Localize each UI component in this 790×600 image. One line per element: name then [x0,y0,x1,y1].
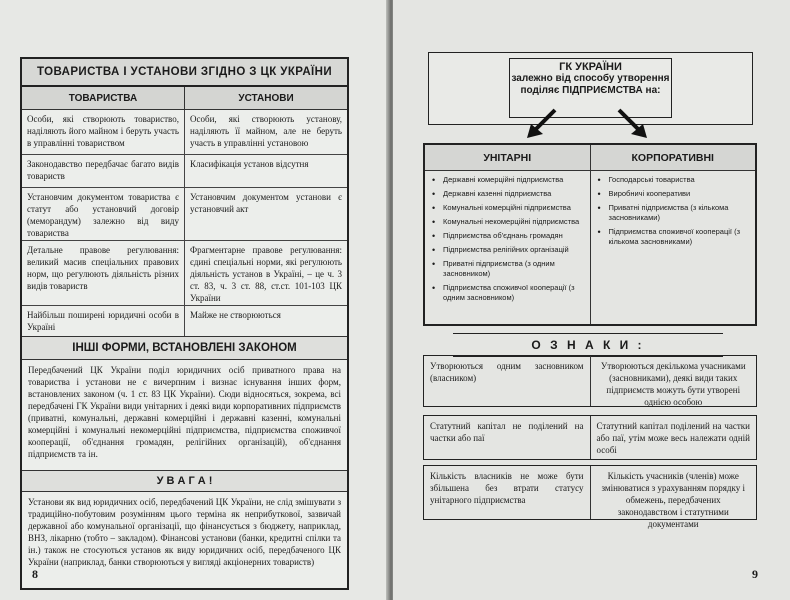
left-page [0,0,391,600]
table-header-row [22,87,347,110]
list-item: • Підприємства споживчої кооперації (з одним засновником) [443,283,586,303]
corporate-sign: Статутний капітал поділений на частки або паї, утім може весь належати одній особі [590,416,757,459]
list-item: • Підприємства об'єднань громадян [443,231,586,241]
cell-institutions: Установчим документом установи є установчий акт [184,188,347,240]
table-row [22,110,347,155]
corporate-sign: Утворюються декількома учасниками (засновниками), деякі види таких підприємств можуть бути утворені однією особою [590,356,757,406]
list-item: • Підприємства релігійних організацій [443,245,586,255]
list-item: • Комунальні комерційні підприємства [443,203,586,213]
arrow-down-right-icon [611,108,651,140]
list-item: • Приватні підприємства (з кількома засновниками) [609,203,752,223]
cell-institutions: Особи, які створюють установу, наділяють її майном, але не беруть участь в управлінні установою [184,110,347,154]
list-item: • Державні комерційні підприємства [443,175,586,185]
table-title: ТОВАРИСТВА І УСТАНОВИ ЗГІДНО З ЦК УКРАЇНИ [22,59,347,87]
page-number: 9 [752,567,758,581]
list-item: • Підприємства споживчої кооперації (з кількома засновниками) [609,227,752,247]
enterprise-types-table [423,143,757,326]
header-institutions: УСТАНОВИ [184,87,347,109]
list-item: • Комунальні некомерційні підприємства [443,217,586,227]
page-number: 8 [32,567,38,581]
right-page [393,0,790,600]
cell-companies: Детальне правове регулювання: великий масив спеціальних правових норм, що регулюють діяльність різних видів товариств [27,245,179,291]
gk-heading-line3: поділяє ПІДПРИЄМСТВА на: [520,85,661,96]
unitary-column [425,145,590,324]
cell-institutions: Фрагментарне правове регулювання: єдині спеціальні норми, які регулюють діяльність установ в Україні, – це ч. 3 ст. 83, ч. 3 ст. 88, ст.ст. 101-103 ЦК України [184,241,347,305]
signs-row [423,415,757,460]
cell-companies: Найбільш поширені юридичні особи в Україні [27,310,179,332]
list-item: • Державні казенні підприємства [443,189,586,199]
list-item: • Виробничі кооперативи [609,189,752,199]
cell-companies: Установчим документом товариства є статут або установчий договір (меморандум) залежно від виду товариства [27,192,179,238]
corporate-header: КОРПОРАТИВНІ [591,145,756,171]
gk-heading-line1: ГК УКРАЇНИ [559,61,622,73]
gk-heading-box [428,52,753,125]
companies-institutions-table [20,57,349,590]
table-row [22,306,347,336]
warning-text: Установи як вид юридичних осіб, передбачений ЦК України, не слід змішувати з традиційно-побутовим розумінням цього терміна як неприбуткової, зазвичай державної або комунальної організації, що фінансується з бюджету, наприклад, ВНЗ, лікарню (тобто – закладом). Фінансові установи (банки, кредитні спілки та ін.) також не стосуються установ як виду юридичних осіб, передбаченого ЦК України (наприклад, банки створюються у вигляді акціонерних товариств) [28,497,341,567]
unitary-sign: Статутний капітал не поділений на частки або паї [430,421,584,443]
cell-companies: Законодавство передбачає багато видів товариств [27,159,179,181]
other-forms-text: Передбачений ЦК України поділ юридичних осіб приватного права на товариства і установи не є вичерпним і визнає існування інших форм, встановлених законом (ч. 1 ст. 83 ЦК України). Сюди відносяться, зокрема, всі передбачені ГК України види унітарних і деякі види корпоративних підприємств (приватні, комунальні, державні комерційні і державні казенні, комунальні комерційні і комунальні некомерційні підприємства, підприємства споживчої кооперації, об'єднання громадян, релігійних організацій), об'єднання підприємств та ін. [28,365,341,459]
table-row [22,241,347,306]
cell-companies: Особи, які створюють товариство, наділяють його майном і беруть участь в управлінні товариством [27,114,179,148]
unitary-sign: Утворюються одним засновником (власником) [430,361,584,383]
cell-institutions: Класифікація установ відсутня [184,155,347,187]
unitary-sign: Кількість власників не може бути збільшена без втрати статусу унітарного підприємства [430,471,584,505]
table-row [22,188,347,241]
corporate-column [590,145,756,324]
unitary-header: УНІТАРНІ [425,145,590,171]
corporate-list [591,171,756,251]
header-companies: ТОВАРИСТВА [68,92,138,104]
cell-institutions: Майже не створюються [184,306,347,336]
list-item: • Приватні підприємства (з одним засновником) [443,259,586,279]
list-item: • Господарські товариства [609,175,752,185]
signs-row [423,465,757,529]
signs-row [423,355,757,407]
corporate-sign: Кількість учасників (членів) може змінюватися з урахуванням порядку і обмежень, передбачених законодавством і статутними документами [590,466,757,519]
other-forms-heading: ІНШІ ФОРМИ, ВСТАНОВЛЕНІ ЗАКОНОМ [22,336,347,360]
signs-heading: О З Н А К И : [453,333,723,357]
unitary-list [425,171,590,307]
gk-heading-line2: залежно від способу утворення [511,73,670,84]
warning-heading: У В А Г А ! [22,470,347,492]
table-row [22,155,347,188]
arrow-down-left-icon [523,108,563,140]
